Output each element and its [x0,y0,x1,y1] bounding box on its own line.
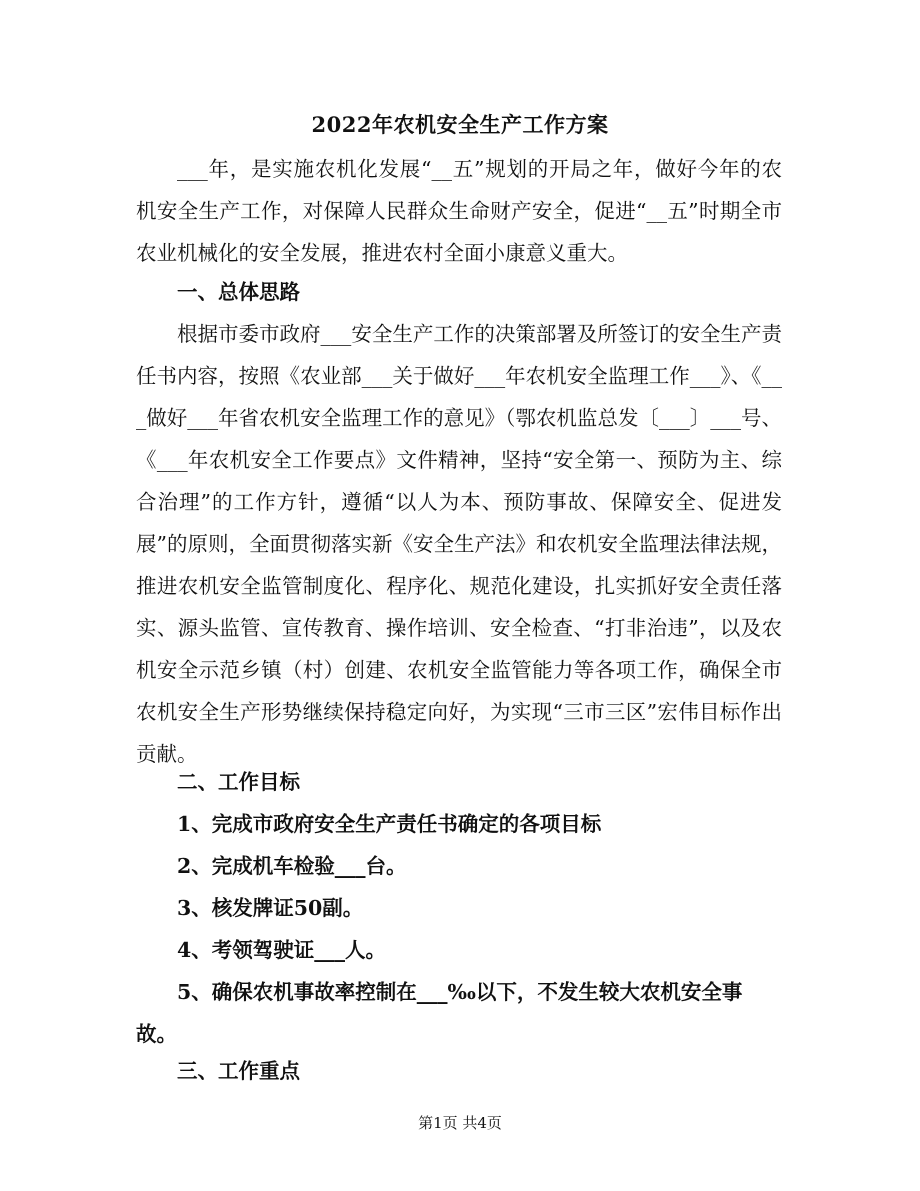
document-title: 2022年农机安全生产工作方案 [311,112,609,137]
page-number-footer: 第1页 共4页 [418,1114,502,1132]
goal-item-1: 1、完成市政府安全生产责任书确定的各项目标 [177,812,602,836]
section-heading-overall-approach: 一、总体思路 [177,280,300,304]
goal-item-5: 5、确保农机事故率控制在___‰以下，不发生较大农机安全事故。 [136,980,743,1046]
goal-item-3: 3、核发牌证50副。 [177,896,364,920]
goal-item-2: 2、完成机车检验___台。 [177,854,407,878]
overall-approach-paragraph: 根据市委市政府___安全生产工作的决策部署及所签订的安全生产责任书内容，按照《农业部___关于做好___年农机安全监理工作___》、《___做好___年省农机安全监理工作的意见》（鄂农机监总发〔___〕___号、《___年农机安全工作要点》文件精神，坚持“安全第一、预防为主、综合治理”的工作方针，遵循“以人为本、预防事故、保障安全、促进发展”的原则，全面贯彻落实新《安全生产法》和农机安全监理法律法规，推进农机安全监管制度化、程序化、规范化建设，扎实抓好安全责任落实、源头监管、宣传教育、操作培训、安全检查、“打非治违”，以及农机安全示范乡镇（村）创建、农机安全监管能力等各项工作，确保全市农机安全生产形势继续保持稳定向好，为实现“三市三区”宏伟目标作出贡献。 [136,322,782,766]
intro-paragraph: ___年，是实施农机化发展“__五”规划的开局之年，做好今年的农机安全生产工作，对保障人民群众生命财产安全，促进“__五”时期全市农业机械化的安全发展，推进农村全面小康意义重大。 [136,157,782,265]
goal-item-4: 4、考领驾驶证___人。 [177,938,387,962]
section-heading-work-focus: 三、工作重点 [177,1059,300,1083]
section-heading-work-goals: 二、工作目标 [177,770,300,794]
